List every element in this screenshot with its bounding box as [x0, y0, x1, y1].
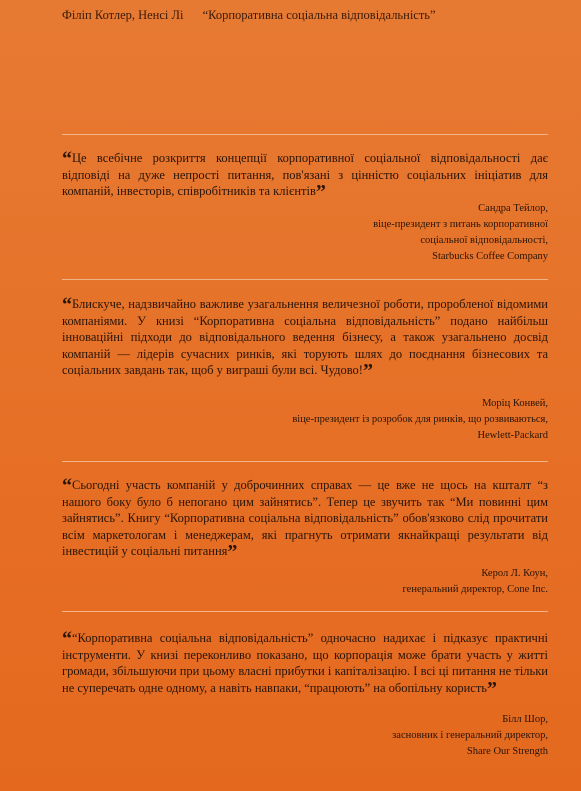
divider — [62, 461, 548, 462]
testimonial-text: Блискуче, надзвичайно важливе узагальнення величезної роботи, проробленої відомими компаніями. У книзі “Корпоративна соціальна відповідальність” подано найбільш інноваційні підходи до відповідального ведення бізнесу, а також узагальнено досвід компаній — лідерів сучасних ринків, які торують шлях до поєднання бізнесових та соціальних завдань так, щоб у виграші були всі. Чудово! — [62, 297, 548, 377]
attribution-name: Керол Л. Коун, — [481, 568, 548, 579]
divider — [62, 279, 548, 280]
testimonial-quote — [62, 475, 548, 563]
testimonial-quote — [62, 148, 548, 203]
attribution-company: Share Our Strength — [466, 746, 548, 757]
testimonial-attribution — [248, 396, 548, 444]
open-quote-mark: “ — [62, 294, 72, 316]
attribution-role: соціальної відповідальності, — [420, 235, 548, 246]
attribution-role: віце-президент із розробок для ринків, що розвиваються, — [292, 414, 548, 425]
attribution-company: Starbucks Coffee Company — [432, 251, 548, 262]
attribution-company: Hewlett-Packard — [477, 430, 548, 441]
attribution-name: Моріц Конвей, — [482, 398, 548, 409]
testimonial-quote — [62, 628, 548, 700]
testimonial-text: Це всебічне розкриття концепції корпоративної соціальної відповідальності дає відповіді на дуже непрості питання, пов'язані з цінністю соціальних ініціатив для компаній, інвесторів, співробітників та клієнтів — [62, 151, 548, 198]
book-title: “Корпоративна соціальна відповідальність” — [202, 8, 436, 22]
open-quote-mark: “ — [62, 475, 72, 497]
running-header — [62, 8, 436, 23]
testimonial-attribution — [248, 201, 548, 265]
divider — [62, 611, 548, 612]
open-quote-mark: “ — [62, 148, 72, 170]
close-quote-mark: ” — [227, 541, 238, 563]
testimonial-text: Сьогодні участь компаній у доброчинних справах — це вже не щось на кшталт “з нашого боку було б непогано цим зайнятись”. Тепер це звучить так “Ми повинні цим зайнятись”. Книгу “Корпоративна соціальна відповідальність” обов'язково слід прочитати всім маркетологам і менеджерам, які прагнуть отримати якнайкращі результати від інвестицій у соціальні питання — [62, 478, 548, 558]
attribution-role: генеральний директор, Cone Inc. — [402, 584, 548, 595]
testimonial-quote — [62, 294, 548, 382]
close-quote-mark: ” — [315, 181, 326, 203]
authors: Філіп Котлер, Hенсі Лі — [62, 8, 184, 22]
close-quote-mark: ” — [487, 677, 498, 700]
divider — [62, 134, 548, 135]
attribution-name: Сандра Тейлор, — [478, 203, 548, 214]
testimonial-attribution — [248, 712, 548, 760]
attribution-name: Білл Шор, — [502, 714, 548, 725]
open-quote-mark: “ — [62, 628, 72, 650]
close-quote-mark: ” — [362, 360, 373, 382]
testimonial-text: “Корпоративна соціальна відповідальність” одночасно надихає і підказує практичні інструменти. У книзі переконливо показано, що корпорація може брати участь у житті громади, збільшуючи при цьому власні прибутки і капіталізацію. І всі ці питання не тільки не суперечать одне одному, а навіть навпаки, “працюють” на обопільну користь — [62, 631, 548, 695]
attribution-role: віце-президент з питань корпоративної — [373, 219, 548, 230]
testimonial-attribution — [248, 566, 548, 598]
attribution-role: засновник і генеральний директор, — [392, 730, 548, 741]
